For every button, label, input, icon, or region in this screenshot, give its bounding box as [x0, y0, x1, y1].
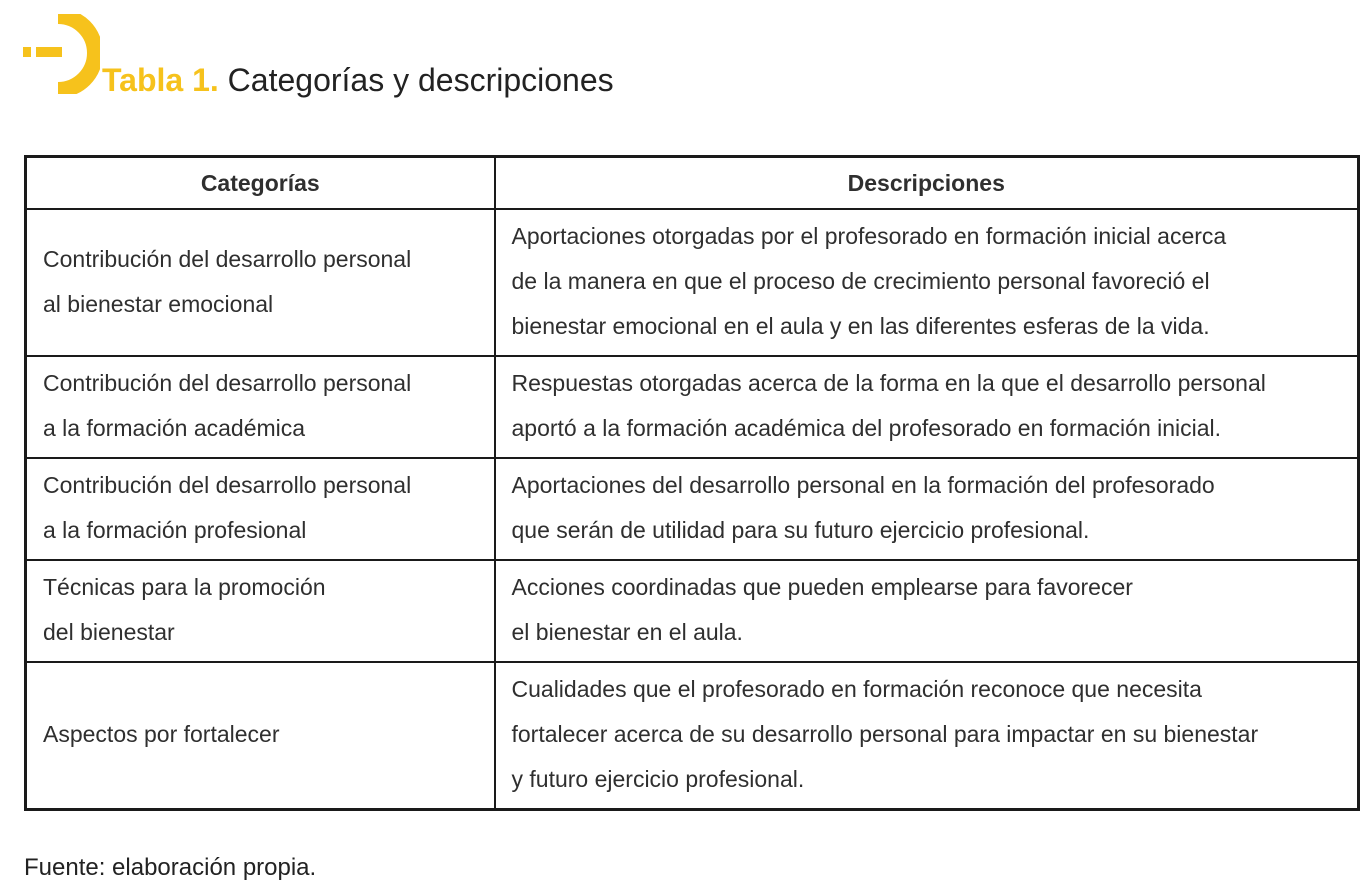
table-header-row — [26, 157, 1359, 210]
header-descripciones: Descripciones — [495, 157, 1359, 210]
category-cell — [26, 662, 495, 810]
category-cell — [26, 560, 495, 662]
table-row — [26, 662, 1359, 810]
description-line: aportó a la formación académica del profesorado en formación inicial. — [511, 415, 1222, 441]
header-categorias: Categorías — [26, 157, 495, 210]
description-cell — [495, 356, 1359, 458]
logo — [20, 14, 100, 94]
description-line: Cualidades que el profesorado en formación reconoce que necesita — [511, 676, 1202, 702]
description-cell — [495, 662, 1359, 810]
description-line: de la manera en que el proceso de crecimiento personal favoreció el — [511, 268, 1210, 294]
description-cell — [495, 209, 1359, 356]
description-line: que serán de utilidad para su futuro ejercicio profesional. — [511, 517, 1090, 543]
category-line: al bienestar emocional — [43, 290, 274, 317]
category-line: Aspectos por fortalecer — [43, 721, 280, 747]
description-line: el bienestar en el aula. — [511, 619, 743, 645]
d-connector-logo-icon — [20, 14, 100, 94]
category-line: Contribución del desarrollo personal — [43, 472, 412, 498]
table-row — [26, 560, 1359, 662]
description-line: Respuestas otorgadas acerca de la forma en la que el desarrollo personal — [511, 370, 1266, 396]
description-line: Acciones coordinadas que pueden emplearse para favorecer — [511, 574, 1133, 600]
category-line: a la formación profesional — [43, 517, 307, 543]
category-line: Técnicas para la promoción — [43, 574, 326, 600]
description-line: Aportaciones del desarrollo personal en la formación del profesorado — [511, 472, 1215, 498]
table-row — [26, 356, 1359, 458]
description-cell — [495, 560, 1359, 662]
category-cell — [26, 458, 495, 560]
description-cell — [495, 458, 1359, 560]
table-title-text: Categorías y descripciones — [218, 62, 614, 98]
category-line: del bienestar — [43, 619, 175, 645]
category-line: a la formación académica — [43, 415, 306, 441]
category-cell — [26, 209, 495, 356]
category-line: Contribución del desarrollo personal — [43, 370, 412, 396]
table-row — [26, 458, 1359, 560]
table-title-label: Tabla 1. — [102, 62, 219, 98]
description-line: bienestar emocional en el aula y en las diferentes esferas de la vida. — [511, 313, 1210, 339]
description-line: fortalecer acerca de su desarrollo personal para impactar en su bienestar — [511, 721, 1259, 747]
table-title — [102, 58, 614, 102]
categories-table — [24, 155, 1360, 811]
table-row — [26, 209, 1359, 356]
category-cell — [26, 356, 495, 458]
source-note: Fuente: elaboración propia. — [24, 854, 317, 881]
category-line: Contribución del desarrollo personal — [43, 245, 412, 272]
description-line: y futuro ejercicio profesional. — [511, 766, 805, 792]
description-line: Aportaciones otorgadas por el profesorado en formación inicial acerca — [511, 223, 1227, 249]
